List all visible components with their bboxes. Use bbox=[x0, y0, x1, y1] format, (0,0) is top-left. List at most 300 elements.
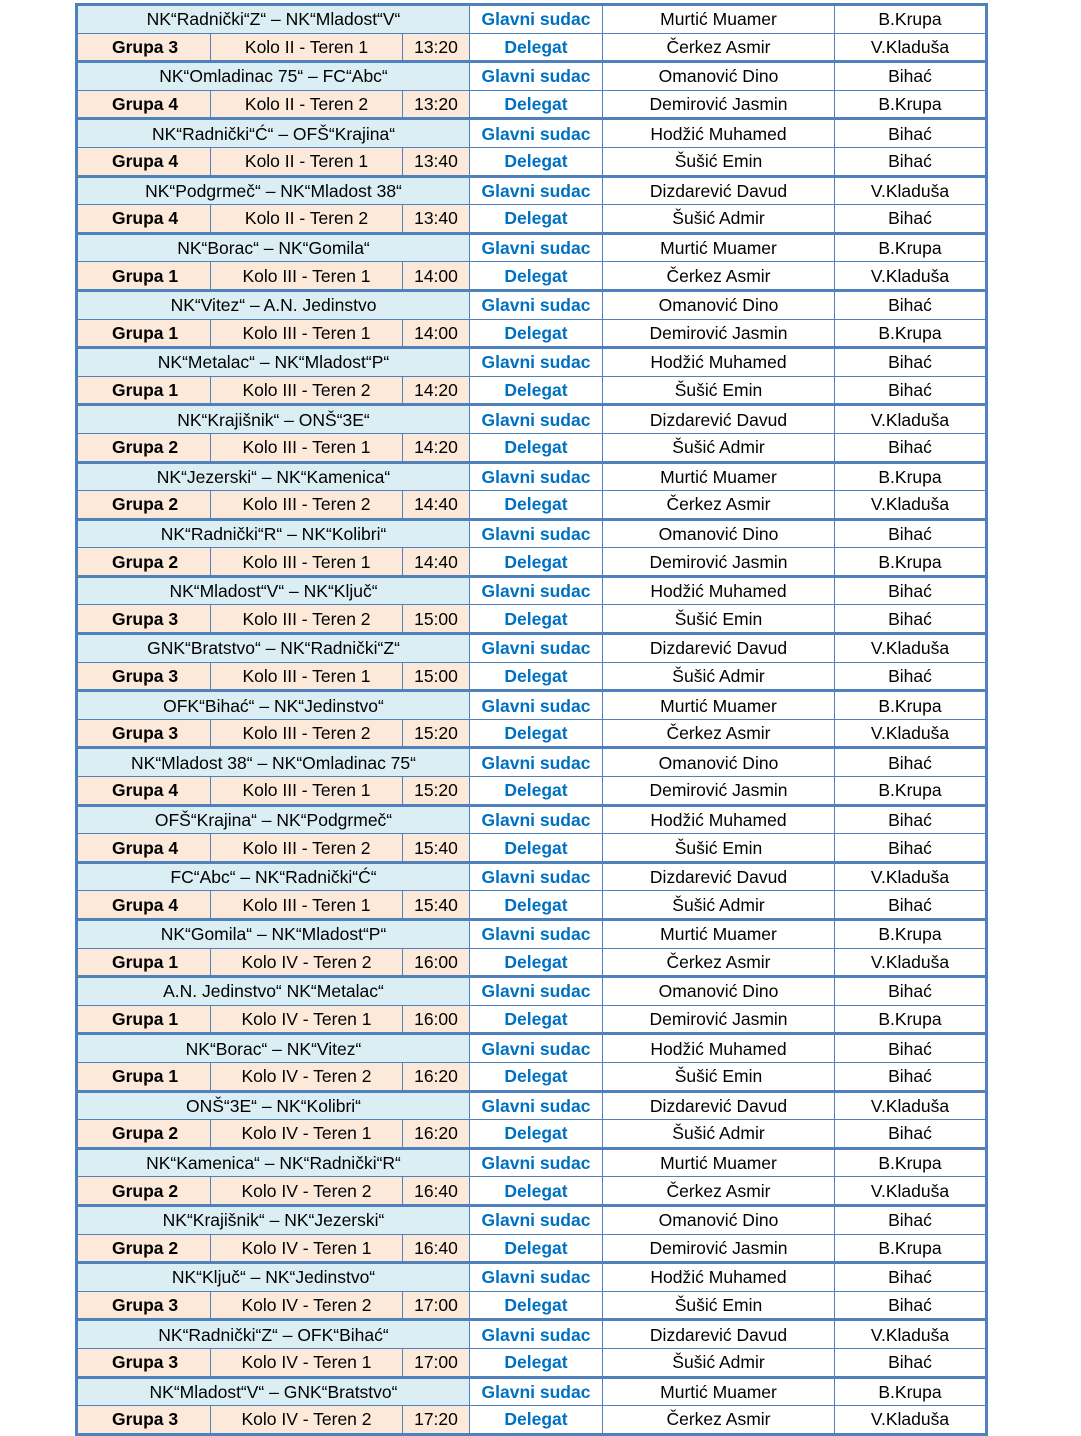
match-teams: NK“Borac“ – NK“Vitez“ bbox=[77, 1034, 470, 1063]
delegate-city: B.Krupa bbox=[835, 90, 987, 119]
delegate-city: V.Kladuša bbox=[835, 33, 987, 62]
match-row bbox=[77, 977, 987, 1006]
round-field: Kolo IV - Teren 1 bbox=[211, 1234, 403, 1263]
referee-city: Bihać bbox=[835, 62, 987, 91]
group-name: Grupa 2 bbox=[77, 1177, 211, 1206]
delegate-label: Delegat bbox=[470, 1120, 603, 1149]
referee-label: Glavni sudac bbox=[470, 1377, 603, 1406]
referee-label: Glavni sudac bbox=[470, 1205, 603, 1234]
match-teams: NK“Krajišnik“ – ONŠ“3E“ bbox=[77, 405, 470, 434]
referee-label: Glavni sudac bbox=[470, 519, 603, 548]
referee-name: Dizdarević Davud bbox=[603, 176, 835, 205]
delegate-city: V.Kladuša bbox=[835, 1177, 987, 1206]
delegate-city: Bihać bbox=[835, 205, 987, 234]
round-field: Kolo III - Teren 1 bbox=[211, 891, 403, 920]
match-row bbox=[77, 1377, 987, 1406]
round-field: Kolo IV - Teren 2 bbox=[211, 1291, 403, 1320]
delegate-city: Bihać bbox=[835, 1062, 987, 1091]
referee-name: Dizdarević Davud bbox=[603, 1091, 835, 1120]
group-name: Grupa 3 bbox=[77, 1348, 211, 1377]
group-name: Grupa 3 bbox=[77, 662, 211, 691]
referee-label: Glavni sudac bbox=[470, 634, 603, 663]
kickoff-time: 14:20 bbox=[403, 433, 470, 462]
match-teams: NK“Radnički“Z“ – NK“Mladost“V“ bbox=[77, 5, 470, 34]
kickoff-time: 14:00 bbox=[403, 319, 470, 348]
delegate-city: V.Kladuša bbox=[835, 719, 987, 748]
delegate-label: Delegat bbox=[470, 1005, 603, 1034]
delegate-name: Demirović Jasmin bbox=[603, 777, 835, 806]
referee-label: Glavni sudac bbox=[470, 462, 603, 491]
match-row bbox=[77, 62, 987, 91]
match-teams: NK“Jezerski“ – NK“Kamenica“ bbox=[77, 462, 470, 491]
referee-label: Glavni sudac bbox=[470, 576, 603, 605]
referee-label: Glavni sudac bbox=[470, 1263, 603, 1292]
delegate-name: Čerkez Asmir bbox=[603, 491, 835, 520]
referee-label: Glavni sudac bbox=[470, 1320, 603, 1349]
delegate-label: Delegat bbox=[470, 1062, 603, 1091]
delegate-label: Delegat bbox=[470, 1234, 603, 1263]
delegate-label: Delegat bbox=[470, 205, 603, 234]
kickoff-time: 15:40 bbox=[403, 891, 470, 920]
delegate-name: Čerkez Asmir bbox=[603, 262, 835, 291]
group-row bbox=[77, 147, 987, 176]
kickoff-time: 13:20 bbox=[403, 33, 470, 62]
referee-city: V.Kladuša bbox=[835, 634, 987, 663]
delegate-label: Delegat bbox=[470, 662, 603, 691]
match-teams: NK“Ključ“ – NK“Jedinstvo“ bbox=[77, 1263, 470, 1292]
referee-name: Dizdarević Davud bbox=[603, 405, 835, 434]
match-row bbox=[77, 233, 987, 262]
referee-name: Dizdarević Davud bbox=[603, 634, 835, 663]
match-row bbox=[77, 462, 987, 491]
delegate-label: Delegat bbox=[470, 147, 603, 176]
kickoff-time: 16:00 bbox=[403, 1005, 470, 1034]
match-teams: NK“Podgrmeč“ – NK“Mladost 38“ bbox=[77, 176, 470, 205]
round-field: Kolo III - Teren 2 bbox=[211, 376, 403, 405]
round-field: Kolo III - Teren 2 bbox=[211, 719, 403, 748]
group-name: Grupa 2 bbox=[77, 1120, 211, 1149]
match-row bbox=[77, 1205, 987, 1234]
referee-city: V.Kladuša bbox=[835, 862, 987, 891]
kickoff-time: 16:40 bbox=[403, 1234, 470, 1263]
referee-label: Glavni sudac bbox=[470, 405, 603, 434]
referee-label: Glavni sudac bbox=[470, 62, 603, 91]
group-row bbox=[77, 491, 987, 520]
delegate-name: Demirović Jasmin bbox=[603, 1234, 835, 1263]
group-name: Grupa 1 bbox=[77, 1005, 211, 1034]
referee-name: Omanović Dino bbox=[603, 519, 835, 548]
group-row bbox=[77, 205, 987, 234]
delegate-name: Šušić Admir bbox=[603, 662, 835, 691]
round-field: Kolo IV - Teren 2 bbox=[211, 1406, 403, 1435]
match-row bbox=[77, 1148, 987, 1177]
match-teams: ONŠ“3E“ – NK“Kolibri“ bbox=[77, 1091, 470, 1120]
group-row bbox=[77, 1406, 987, 1435]
match-row bbox=[77, 5, 987, 34]
delegate-label: Delegat bbox=[470, 433, 603, 462]
match-row bbox=[77, 576, 987, 605]
delegate-label: Delegat bbox=[470, 605, 603, 634]
kickoff-time: 15:00 bbox=[403, 662, 470, 691]
referee-label: Glavni sudac bbox=[470, 1034, 603, 1063]
match-teams: NK“Borac“ – NK“Gomila“ bbox=[77, 233, 470, 262]
delegate-city: Bihać bbox=[835, 1348, 987, 1377]
round-field: Kolo IV - Teren 2 bbox=[211, 948, 403, 977]
delegate-label: Delegat bbox=[470, 1291, 603, 1320]
delegate-name: Čerkez Asmir bbox=[603, 719, 835, 748]
referee-name: Omanović Dino bbox=[603, 290, 835, 319]
delegate-label: Delegat bbox=[470, 33, 603, 62]
round-field: Kolo III - Teren 1 bbox=[211, 319, 403, 348]
match-schedule-body bbox=[77, 5, 987, 1435]
kickoff-time: 17:00 bbox=[403, 1348, 470, 1377]
match-teams: OFŠ“Krajina“ – NK“Podgrmeč“ bbox=[77, 805, 470, 834]
kickoff-time: 15:00 bbox=[403, 605, 470, 634]
group-name: Grupa 4 bbox=[77, 90, 211, 119]
group-row bbox=[77, 1120, 987, 1149]
referee-name: Murtić Muamer bbox=[603, 233, 835, 262]
kickoff-time: 16:20 bbox=[403, 1062, 470, 1091]
group-row bbox=[77, 719, 987, 748]
match-row bbox=[77, 748, 987, 777]
group-row bbox=[77, 376, 987, 405]
kickoff-time: 16:00 bbox=[403, 948, 470, 977]
referee-city: Bihać bbox=[835, 1034, 987, 1063]
delegate-city: V.Kladuša bbox=[835, 948, 987, 977]
group-row bbox=[77, 1177, 987, 1206]
round-field: Kolo III - Teren 1 bbox=[211, 548, 403, 577]
referee-name: Hodžić Muhamed bbox=[603, 576, 835, 605]
referee-name: Murtić Muamer bbox=[603, 1148, 835, 1177]
referee-name: Murtić Muamer bbox=[603, 462, 835, 491]
referee-label: Glavni sudac bbox=[470, 176, 603, 205]
delegate-name: Čerkez Asmir bbox=[603, 1177, 835, 1206]
round-field: Kolo II - Teren 2 bbox=[211, 90, 403, 119]
kickoff-time: 15:20 bbox=[403, 719, 470, 748]
match-schedule-table bbox=[75, 3, 988, 1436]
referee-city: Bihać bbox=[835, 1263, 987, 1292]
delegate-label: Delegat bbox=[470, 719, 603, 748]
kickoff-time: 14:00 bbox=[403, 262, 470, 291]
referee-city: Bihać bbox=[835, 119, 987, 148]
delegate-label: Delegat bbox=[470, 548, 603, 577]
group-name: Grupa 4 bbox=[77, 205, 211, 234]
match-row bbox=[77, 1034, 987, 1063]
delegate-label: Delegat bbox=[470, 834, 603, 863]
delegate-name: Šušić Admir bbox=[603, 433, 835, 462]
match-teams: NK“Mladost“V“ – GNK“Bratstvo“ bbox=[77, 1377, 470, 1406]
match-row bbox=[77, 862, 987, 891]
delegate-name: Šušić Emin bbox=[603, 1062, 835, 1091]
match-row bbox=[77, 405, 987, 434]
delegate-name: Demirović Jasmin bbox=[603, 319, 835, 348]
kickoff-time: 13:20 bbox=[403, 90, 470, 119]
referee-label: Glavni sudac bbox=[470, 691, 603, 720]
group-name: Grupa 3 bbox=[77, 1406, 211, 1435]
kickoff-time: 14:20 bbox=[403, 376, 470, 405]
kickoff-time: 16:20 bbox=[403, 1120, 470, 1149]
group-row bbox=[77, 90, 987, 119]
match-row bbox=[77, 119, 987, 148]
round-field: Kolo III - Teren 2 bbox=[211, 605, 403, 634]
group-name: Grupa 2 bbox=[77, 1234, 211, 1263]
referee-city: V.Kladuša bbox=[835, 405, 987, 434]
round-field: Kolo IV - Teren 2 bbox=[211, 1062, 403, 1091]
match-teams: NK“Mladost“V“ – NK“Ključ“ bbox=[77, 576, 470, 605]
delegate-name: Demirović Jasmin bbox=[603, 548, 835, 577]
group-row bbox=[77, 1291, 987, 1320]
delegate-city: Bihać bbox=[835, 1120, 987, 1149]
delegate-city: B.Krupa bbox=[835, 548, 987, 577]
match-teams: NK“Radnički“R“ – NK“Kolibri“ bbox=[77, 519, 470, 548]
delegate-name: Šušić Emin bbox=[603, 1291, 835, 1320]
referee-city: Bihać bbox=[835, 1205, 987, 1234]
referee-name: Omanović Dino bbox=[603, 977, 835, 1006]
referee-label: Glavni sudac bbox=[470, 290, 603, 319]
referee-city: B.Krupa bbox=[835, 462, 987, 491]
delegate-label: Delegat bbox=[470, 90, 603, 119]
group-row bbox=[77, 319, 987, 348]
delegate-city: B.Krupa bbox=[835, 319, 987, 348]
round-field: Kolo III - Teren 2 bbox=[211, 491, 403, 520]
group-name: Grupa 2 bbox=[77, 548, 211, 577]
delegate-name: Šušić Admir bbox=[603, 1120, 835, 1149]
delegate-label: Delegat bbox=[470, 319, 603, 348]
referee-city: Bihać bbox=[835, 977, 987, 1006]
group-name: Grupa 3 bbox=[77, 33, 211, 62]
delegate-name: Demirović Jasmin bbox=[603, 1005, 835, 1034]
match-row bbox=[77, 691, 987, 720]
group-row bbox=[77, 1062, 987, 1091]
delegate-name: Šušić Emin bbox=[603, 376, 835, 405]
round-field: Kolo IV - Teren 1 bbox=[211, 1348, 403, 1377]
group-row bbox=[77, 948, 987, 977]
group-row bbox=[77, 605, 987, 634]
round-field: Kolo II - Teren 2 bbox=[211, 205, 403, 234]
delegate-city: Bihać bbox=[835, 834, 987, 863]
kickoff-time: 14:40 bbox=[403, 548, 470, 577]
group-name: Grupa 1 bbox=[77, 1062, 211, 1091]
referee-label: Glavni sudac bbox=[470, 862, 603, 891]
delegate-city: Bihać bbox=[835, 376, 987, 405]
referee-city: V.Kladuša bbox=[835, 1320, 987, 1349]
group-name: Grupa 3 bbox=[77, 1291, 211, 1320]
referee-name: Hodžić Muhamed bbox=[603, 1034, 835, 1063]
match-row bbox=[77, 290, 987, 319]
group-name: Grupa 1 bbox=[77, 262, 211, 291]
referee-city: Bihać bbox=[835, 805, 987, 834]
referee-label: Glavni sudac bbox=[470, 748, 603, 777]
referee-label: Glavni sudac bbox=[470, 5, 603, 34]
delegate-city: Bihać bbox=[835, 147, 987, 176]
delegate-name: Šušić Admir bbox=[603, 891, 835, 920]
group-name: Grupa 4 bbox=[77, 777, 211, 806]
referee-city: Bihać bbox=[835, 519, 987, 548]
delegate-label: Delegat bbox=[470, 1177, 603, 1206]
delegate-city: B.Krupa bbox=[835, 1234, 987, 1263]
referee-name: Dizdarević Davud bbox=[603, 862, 835, 891]
referee-label: Glavni sudac bbox=[470, 233, 603, 262]
group-row bbox=[77, 1005, 987, 1034]
match-row bbox=[77, 1263, 987, 1292]
match-teams: NK“Radnički“Ć“ – OFŠ“Krajina“ bbox=[77, 119, 470, 148]
match-teams: OFK“Bihać“ – NK“Jedinstvo“ bbox=[77, 691, 470, 720]
kickoff-time: 16:40 bbox=[403, 1177, 470, 1206]
group-name: Grupa 2 bbox=[77, 491, 211, 520]
group-row bbox=[77, 1234, 987, 1263]
referee-name: Hodžić Muhamed bbox=[603, 1263, 835, 1292]
delegate-label: Delegat bbox=[470, 376, 603, 405]
referee-city: B.Krupa bbox=[835, 920, 987, 949]
referee-name: Murtić Muamer bbox=[603, 691, 835, 720]
round-field: Kolo II - Teren 1 bbox=[211, 33, 403, 62]
delegate-name: Čerkez Asmir bbox=[603, 948, 835, 977]
group-name: Grupa 4 bbox=[77, 834, 211, 863]
delegate-label: Delegat bbox=[470, 1348, 603, 1377]
referee-label: Glavni sudac bbox=[470, 805, 603, 834]
delegate-label: Delegat bbox=[470, 777, 603, 806]
group-row bbox=[77, 777, 987, 806]
referee-city: B.Krupa bbox=[835, 1377, 987, 1406]
round-field: Kolo III - Teren 1 bbox=[211, 777, 403, 806]
delegate-city: Bihać bbox=[835, 1291, 987, 1320]
match-teams: FC“Abc“ – NK“Radnički“Ć“ bbox=[77, 862, 470, 891]
delegate-name: Šušić Admir bbox=[603, 205, 835, 234]
delegate-city: Bihać bbox=[835, 605, 987, 634]
referee-city: Bihać bbox=[835, 348, 987, 377]
delegate-label: Delegat bbox=[470, 948, 603, 977]
match-teams: NK“Omladinac 75“ – FC“Abc“ bbox=[77, 62, 470, 91]
referee-name: Murtić Muamer bbox=[603, 5, 835, 34]
delegate-city: V.Kladuša bbox=[835, 262, 987, 291]
group-row bbox=[77, 1348, 987, 1377]
match-teams: A.N. Jedinstvo“ NK“Metalac“ bbox=[77, 977, 470, 1006]
match-teams: NK“Vitez“ – A.N. Jedinstvo bbox=[77, 290, 470, 319]
referee-city: B.Krupa bbox=[835, 233, 987, 262]
delegate-name: Šušić Emin bbox=[603, 834, 835, 863]
match-row bbox=[77, 348, 987, 377]
delegate-city: V.Kladuša bbox=[835, 491, 987, 520]
referee-name: Murtić Muamer bbox=[603, 920, 835, 949]
referee-label: Glavni sudac bbox=[470, 348, 603, 377]
delegate-name: Čerkez Asmir bbox=[603, 33, 835, 62]
delegate-label: Delegat bbox=[470, 891, 603, 920]
referee-name: Omanović Dino bbox=[603, 62, 835, 91]
match-teams: NK“Radnički“Z“ – OFK“Bihać“ bbox=[77, 1320, 470, 1349]
group-name: Grupa 1 bbox=[77, 948, 211, 977]
delegate-label: Delegat bbox=[470, 491, 603, 520]
match-teams: NK“Metalac“ – NK“Mladost“P“ bbox=[77, 348, 470, 377]
delegate-city: Bihać bbox=[835, 433, 987, 462]
group-name: Grupa 3 bbox=[77, 605, 211, 634]
round-field: Kolo IV - Teren 2 bbox=[211, 1177, 403, 1206]
delegate-name: Šušić Emin bbox=[603, 147, 835, 176]
match-row bbox=[77, 1320, 987, 1349]
delegate-label: Delegat bbox=[470, 1406, 603, 1435]
kickoff-time: 17:20 bbox=[403, 1406, 470, 1435]
referee-name: Omanović Dino bbox=[603, 1205, 835, 1234]
referee-name: Omanović Dino bbox=[603, 748, 835, 777]
referee-label: Glavni sudac bbox=[470, 920, 603, 949]
delegate-name: Čerkez Asmir bbox=[603, 1406, 835, 1435]
referee-name: Dizdarević Davud bbox=[603, 1320, 835, 1349]
kickoff-time: 15:20 bbox=[403, 777, 470, 806]
group-name: Grupa 4 bbox=[77, 891, 211, 920]
round-field: Kolo IV - Teren 1 bbox=[211, 1120, 403, 1149]
delegate-name: Šušić Admir bbox=[603, 1348, 835, 1377]
round-field: Kolo III - Teren 1 bbox=[211, 262, 403, 291]
kickoff-time: 13:40 bbox=[403, 147, 470, 176]
group-row bbox=[77, 433, 987, 462]
match-teams: NK“Kamenica“ – NK“Radnički“R“ bbox=[77, 1148, 470, 1177]
referee-city: Bihać bbox=[835, 576, 987, 605]
group-row bbox=[77, 548, 987, 577]
delegate-city: Bihać bbox=[835, 891, 987, 920]
delegate-city: V.Kladuša bbox=[835, 1406, 987, 1435]
group-row bbox=[77, 33, 987, 62]
group-name: Grupa 4 bbox=[77, 147, 211, 176]
match-row bbox=[77, 1091, 987, 1120]
kickoff-time: 15:40 bbox=[403, 834, 470, 863]
round-field: Kolo III - Teren 1 bbox=[211, 662, 403, 691]
round-field: Kolo IV - Teren 1 bbox=[211, 1005, 403, 1034]
referee-city: V.Kladuša bbox=[835, 176, 987, 205]
group-row bbox=[77, 662, 987, 691]
referee-city: B.Krupa bbox=[835, 1148, 987, 1177]
referee-label: Glavni sudac bbox=[470, 1091, 603, 1120]
referee-label: Glavni sudac bbox=[470, 977, 603, 1006]
delegate-city: B.Krupa bbox=[835, 1005, 987, 1034]
match-row bbox=[77, 920, 987, 949]
group-row bbox=[77, 834, 987, 863]
referee-name: Hodžić Muhamed bbox=[603, 805, 835, 834]
round-field: Kolo III - Teren 1 bbox=[211, 433, 403, 462]
kickoff-time: 14:40 bbox=[403, 491, 470, 520]
referee-city: B.Krupa bbox=[835, 5, 987, 34]
referee-city: Bihać bbox=[835, 748, 987, 777]
match-row bbox=[77, 634, 987, 663]
group-row bbox=[77, 262, 987, 291]
delegate-label: Delegat bbox=[470, 262, 603, 291]
round-field: Kolo II - Teren 1 bbox=[211, 147, 403, 176]
kickoff-time: 13:40 bbox=[403, 205, 470, 234]
group-name: Grupa 3 bbox=[77, 719, 211, 748]
kickoff-time: 17:00 bbox=[403, 1291, 470, 1320]
referee-name: Murtić Muamer bbox=[603, 1377, 835, 1406]
round-field: Kolo III - Teren 2 bbox=[211, 834, 403, 863]
match-row bbox=[77, 176, 987, 205]
group-name: Grupa 2 bbox=[77, 433, 211, 462]
delegate-name: Demirović Jasmin bbox=[603, 90, 835, 119]
referee-name: Hodžić Muhamed bbox=[603, 348, 835, 377]
referee-city: V.Kladuša bbox=[835, 1091, 987, 1120]
match-teams: NK“Mladost 38“ – NK“Omladinac 75“ bbox=[77, 748, 470, 777]
referee-city: B.Krupa bbox=[835, 691, 987, 720]
group-row bbox=[77, 891, 987, 920]
referee-label: Glavni sudac bbox=[470, 119, 603, 148]
match-teams: GNK“Bratstvo“ – NK“Radnički“Z“ bbox=[77, 634, 470, 663]
group-name: Grupa 1 bbox=[77, 376, 211, 405]
match-row bbox=[77, 519, 987, 548]
match-row bbox=[77, 805, 987, 834]
referee-city: Bihać bbox=[835, 290, 987, 319]
delegate-name: Šušić Emin bbox=[603, 605, 835, 634]
delegate-city: Bihać bbox=[835, 662, 987, 691]
referee-name: Hodžić Muhamed bbox=[603, 119, 835, 148]
match-teams: NK“Gomila“ – NK“Mladost“P“ bbox=[77, 920, 470, 949]
delegate-city: B.Krupa bbox=[835, 777, 987, 806]
group-name: Grupa 1 bbox=[77, 319, 211, 348]
